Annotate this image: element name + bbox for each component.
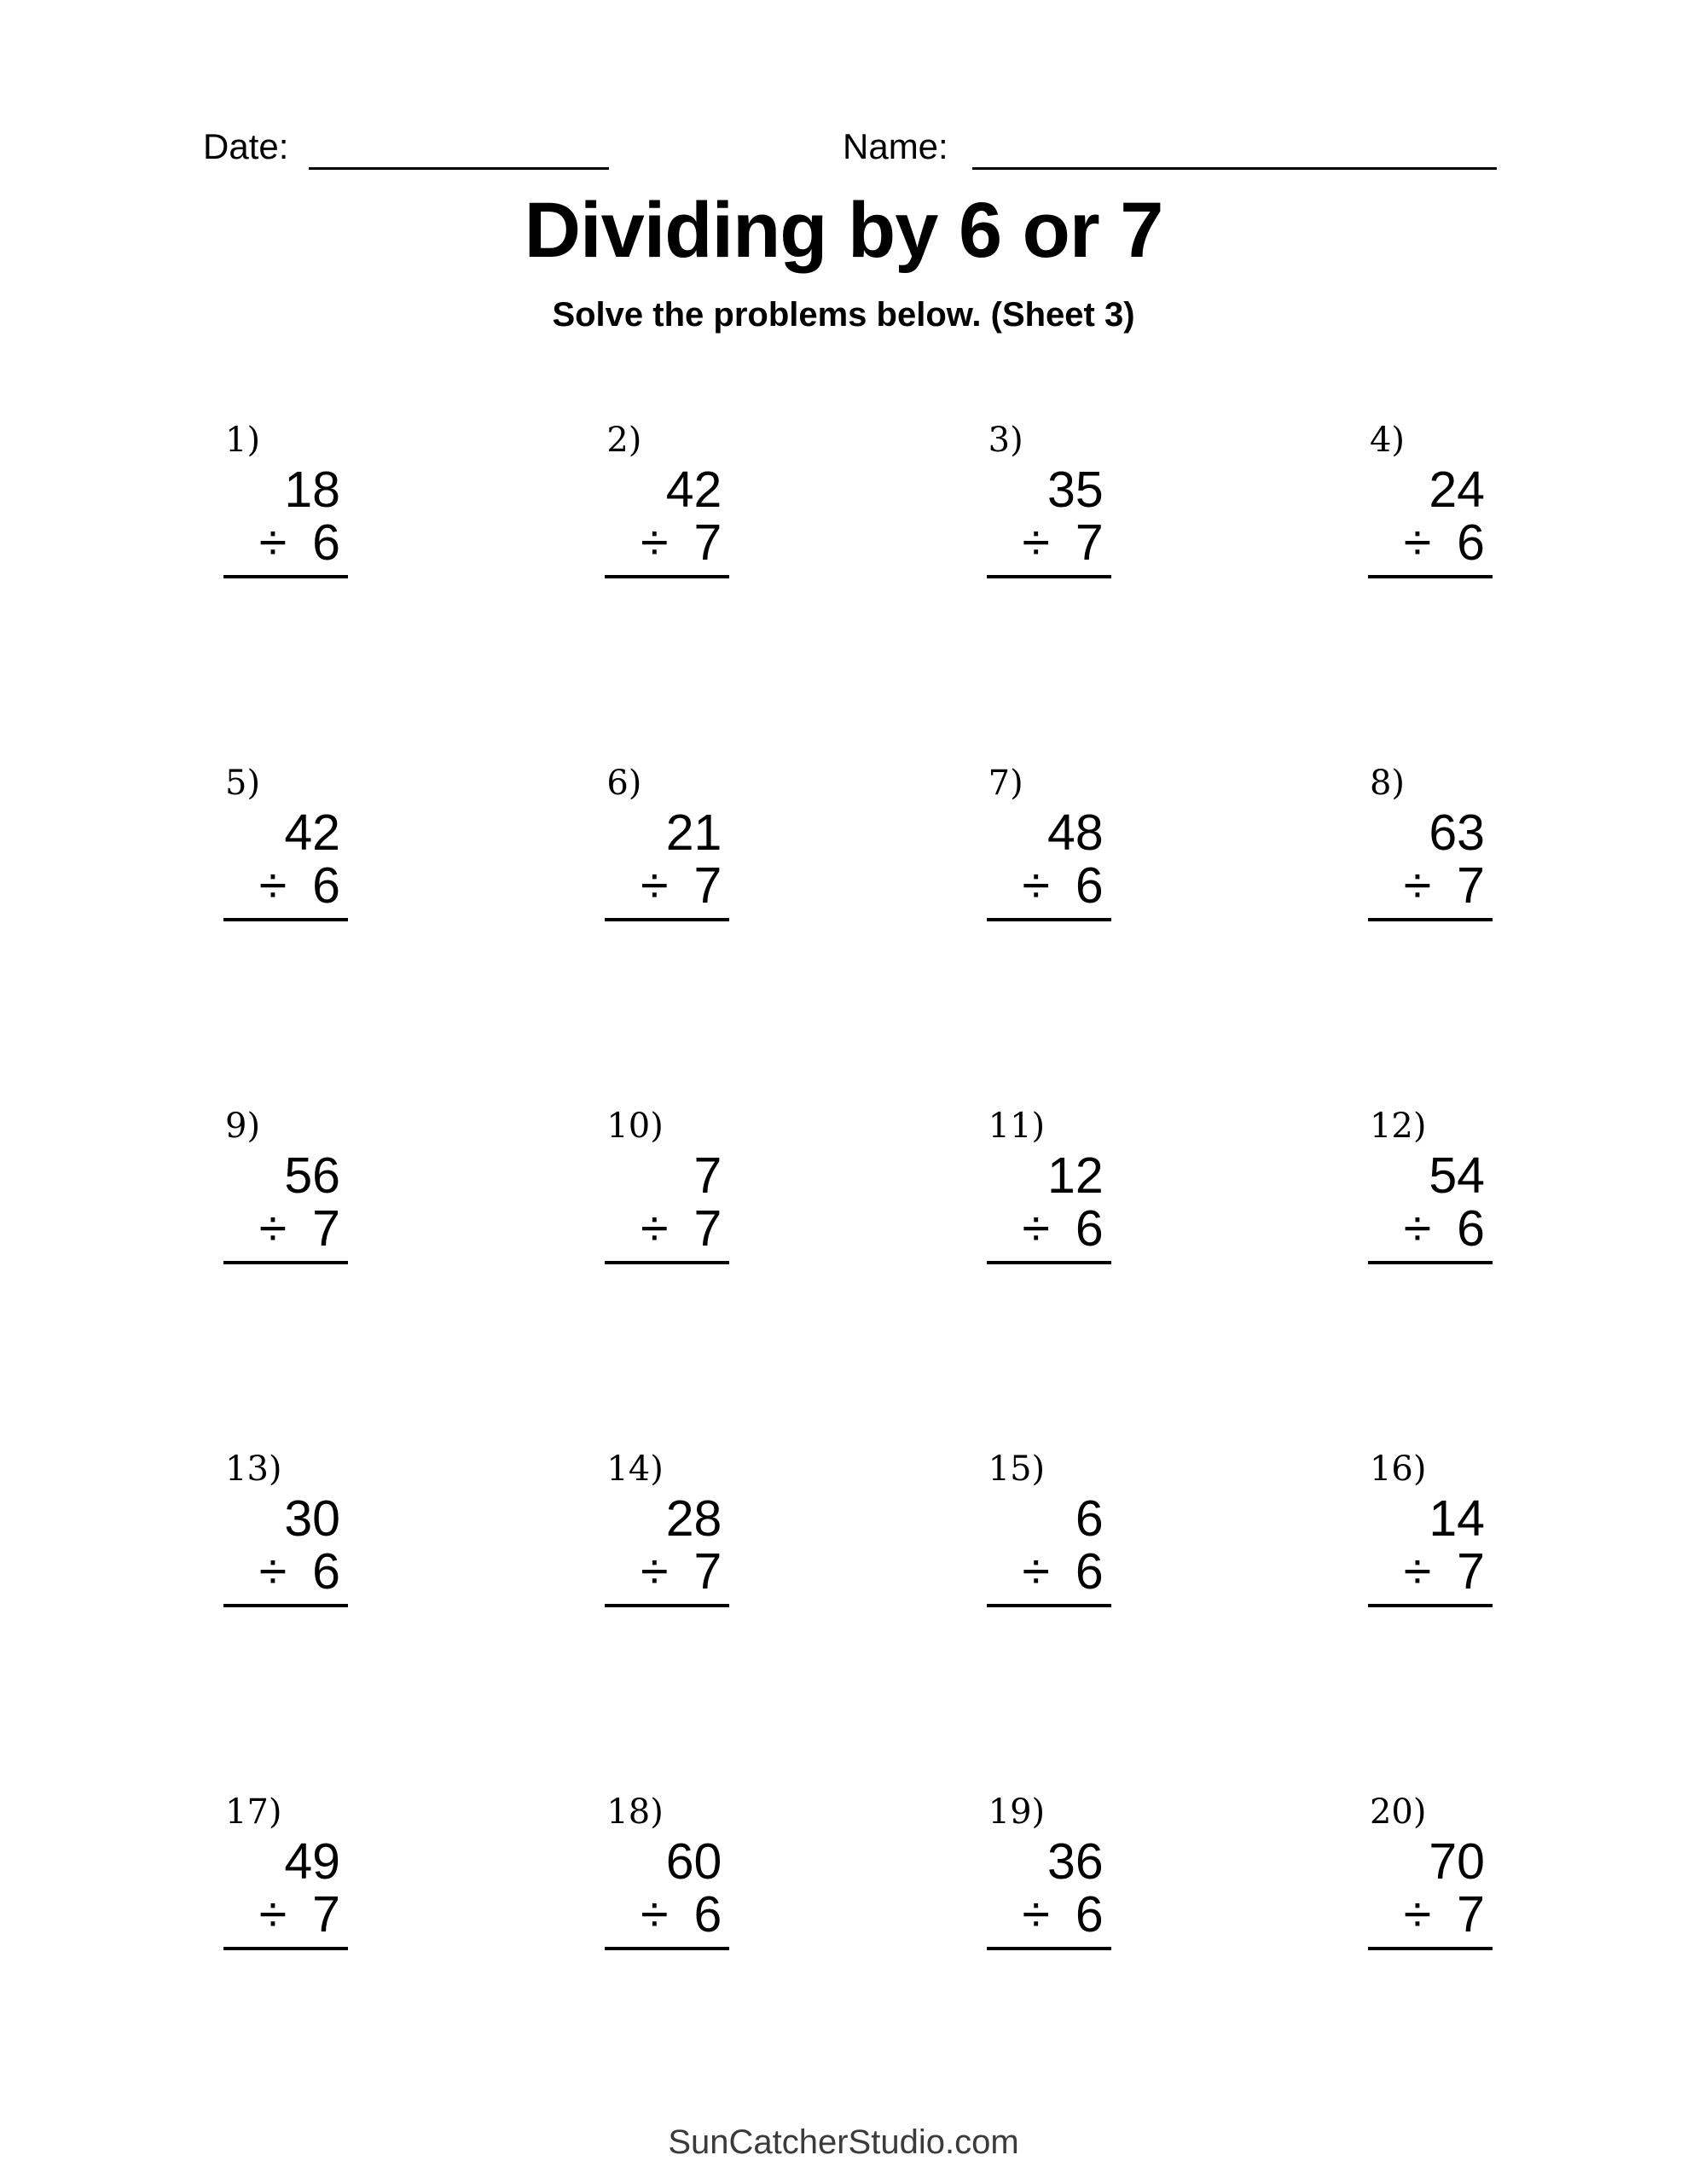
problem-number: 8): [1369, 764, 1406, 803]
footer-site-name: SunCatcherStudio.com: [668, 2123, 1019, 2161]
answer-line: [223, 918, 348, 921]
answer-line: [223, 1604, 348, 1607]
name-write-line: [972, 167, 1497, 170]
division-problem: [1368, 1449, 1493, 1607]
divisor-row: [605, 1886, 729, 1943]
answer-line: [223, 575, 348, 578]
dividend: 7: [693, 1147, 722, 1204]
divisor: 6: [1075, 1200, 1104, 1257]
answer-line: [987, 1604, 1111, 1607]
divisor-row: [1368, 857, 1493, 914]
answer-line: [605, 1947, 729, 1950]
problem-number: 17): [225, 1792, 282, 1832]
division-problem: [605, 1449, 729, 1607]
divisor: 6: [1075, 1886, 1104, 1943]
dividend: 12: [1047, 1147, 1104, 1204]
divisor: 6: [312, 514, 340, 571]
dividend: 30: [284, 1490, 340, 1547]
dividend: 42: [284, 804, 340, 861]
answer-line: [987, 918, 1111, 921]
division-sign: ÷: [641, 1543, 669, 1600]
problem-number: 7): [988, 764, 1023, 803]
problem-number: 2): [606, 421, 642, 460]
divisor: 6: [693, 1886, 722, 1943]
division-problem: [605, 1106, 729, 1264]
divisor: 7: [1457, 857, 1485, 914]
divisor: 7: [312, 1886, 340, 1943]
division-sign: ÷: [1403, 1886, 1432, 1943]
divisor-row: [1368, 1200, 1493, 1257]
problem-number: 11): [988, 1107, 1046, 1146]
division-sign: ÷: [641, 1200, 669, 1257]
dividend: 14: [1429, 1490, 1485, 1547]
division-sign: ÷: [641, 514, 669, 571]
division-problem: [605, 1792, 729, 1950]
dividend: 49: [284, 1833, 340, 1890]
division-sign: ÷: [258, 1200, 287, 1257]
answer-line: [987, 575, 1111, 578]
division-sign: ÷: [1022, 857, 1050, 914]
division-problem: [605, 763, 729, 921]
division-sign: ÷: [1022, 1200, 1050, 1257]
divisor: 6: [1075, 857, 1104, 914]
divisor: 7: [693, 1543, 722, 1600]
division-problem: [223, 1449, 348, 1607]
answer-line: [605, 1604, 729, 1607]
division-sign: ÷: [641, 1886, 669, 1943]
division-problem: [987, 1449, 1111, 1607]
problem-number: 1): [225, 421, 261, 460]
division-sign: ÷: [258, 1543, 287, 1600]
division-sign: ÷: [1403, 1543, 1432, 1600]
divisor-row: [987, 1543, 1111, 1600]
division-problem: [223, 1106, 348, 1264]
problem-number: 14): [606, 1449, 664, 1489]
divisor-row: [987, 1200, 1111, 1257]
problem-number: 20): [1369, 1792, 1427, 1832]
division-problem: [223, 1792, 348, 1950]
divisor: 6: [312, 857, 340, 914]
dividend: 56: [284, 1147, 340, 1204]
division-problem: [1368, 763, 1493, 921]
dividend: 6: [1075, 1490, 1104, 1547]
dividend: 24: [1429, 462, 1485, 518]
problem-number: 13): [225, 1449, 282, 1489]
divisor: 6: [1075, 1543, 1104, 1600]
divisor: 7: [693, 857, 722, 914]
dividend: 21: [665, 804, 722, 861]
divisor-row: [1368, 1886, 1493, 1943]
division-sign: ÷: [1403, 1200, 1432, 1257]
division-problem: [1368, 1792, 1493, 1950]
name-label: Name:: [843, 126, 948, 166]
division-sign: ÷: [1022, 514, 1050, 571]
divisor: 7: [312, 1200, 340, 1257]
divisor-row: [223, 1543, 348, 1600]
problem-number: 16): [1369, 1449, 1427, 1489]
division-sign: ÷: [258, 514, 287, 571]
dividend: 42: [665, 462, 722, 518]
answer-line: [223, 1261, 348, 1264]
divisor-row: [605, 1200, 729, 1257]
divisor: 6: [1457, 514, 1485, 571]
problem-number: 4): [1369, 421, 1406, 460]
divisor: 7: [693, 1200, 722, 1257]
divisor: 7: [1457, 1886, 1485, 1943]
dividend: 48: [1047, 804, 1104, 861]
dividend: 70: [1429, 1833, 1485, 1890]
answer-line: [605, 575, 729, 578]
problem-number: 5): [225, 764, 261, 803]
divisor-row: [1368, 1543, 1493, 1600]
division-problem: [987, 420, 1111, 578]
division-problem: [223, 763, 348, 921]
divisor: 7: [1457, 1543, 1485, 1600]
divisor-row: [987, 514, 1111, 571]
divisor: 7: [1075, 514, 1104, 571]
problem-number: 18): [606, 1792, 664, 1832]
answer-line: [223, 1947, 348, 1950]
division-problem: [987, 1106, 1111, 1264]
problem-number: 3): [988, 421, 1023, 460]
problem-number: 12): [1369, 1107, 1427, 1146]
division-problem: [987, 1792, 1111, 1950]
answer-line: [1368, 1261, 1493, 1264]
division-sign: ÷: [641, 857, 669, 914]
dividend: 28: [665, 1490, 722, 1547]
answer-line: [987, 1947, 1111, 1950]
division-sign: ÷: [258, 1886, 287, 1943]
dividend: 63: [1429, 804, 1485, 861]
answer-line: [1368, 1947, 1493, 1950]
divisor-row: [987, 857, 1111, 914]
divisor-row: [605, 1543, 729, 1600]
divisor: 6: [1457, 1200, 1485, 1257]
division-problem: [605, 420, 729, 578]
problem-number: 19): [988, 1792, 1046, 1832]
dividend: 36: [1047, 1833, 1104, 1890]
division-sign: ÷: [258, 857, 287, 914]
division-sign: ÷: [1403, 857, 1432, 914]
problem-number: 15): [988, 1449, 1046, 1489]
dividend: 18: [284, 462, 340, 518]
answer-line: [1368, 918, 1493, 921]
division-problem: [987, 763, 1111, 921]
answer-line: [605, 918, 729, 921]
dividend: 35: [1047, 462, 1104, 518]
divisor-row: [605, 514, 729, 571]
division-problem: [1368, 1106, 1493, 1264]
problem-number: 9): [225, 1107, 261, 1146]
divisor-row: [223, 1886, 348, 1943]
answer-line: [987, 1261, 1111, 1264]
dividend: 54: [1429, 1147, 1485, 1204]
answer-line: [605, 1261, 729, 1264]
divisor-row: [223, 514, 348, 571]
division-problem: [223, 420, 348, 578]
divisor: 7: [693, 514, 722, 571]
division-problem: [1368, 420, 1493, 578]
problems-grid: [223, 420, 1493, 1950]
division-sign: ÷: [1403, 514, 1432, 571]
date-label: Date:: [203, 126, 289, 166]
date-write-line: [309, 167, 609, 170]
problem-number: 10): [606, 1107, 664, 1146]
divisor-row: [223, 1200, 348, 1257]
dividend: 60: [665, 1833, 722, 1890]
divisor-row: [605, 857, 729, 914]
division-sign: ÷: [1022, 1886, 1050, 1943]
answer-line: [1368, 575, 1493, 578]
divisor: 6: [312, 1543, 340, 1600]
divisor-row: [223, 857, 348, 914]
answer-line: [1368, 1604, 1493, 1607]
division-sign: ÷: [1022, 1543, 1050, 1600]
divisor-row: [1368, 514, 1493, 571]
divisor-row: [987, 1886, 1111, 1943]
page-title: Dividing by 6 or 7: [524, 187, 1163, 274]
page-subtitle: Solve the problems below. (Sheet 3): [552, 296, 1135, 334]
problem-number: 6): [606, 764, 642, 803]
